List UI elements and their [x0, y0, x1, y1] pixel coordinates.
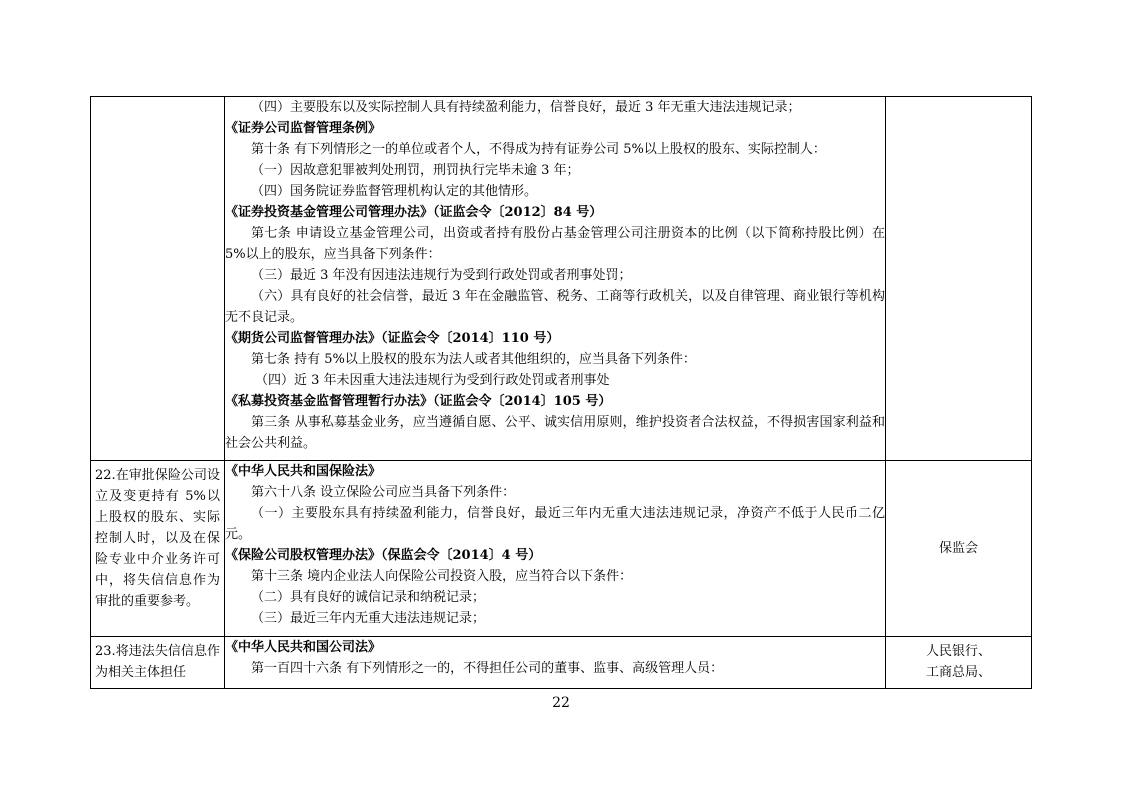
row2-line-5: （二）具有良好的诚信记录和纳税记录；	[251, 590, 486, 605]
row3-dept-cell	[886, 637, 1032, 689]
row3-line-0: 《中华人民共和国公司法》	[225, 640, 382, 655]
row1-line-13: 第三条 从事私募基金业务，应当遵循自愿、公平、诚实信用原则，维护投资者合法权益，不得损害国家利益和社会公共利益。	[225, 415, 885, 451]
row2-dept-text: 保监会	[938, 541, 978, 556]
row1-line-0: （四）主要股东以及实际控制人具有持续盈利能力，信誉良好，最近 3 年无重大违法违规记录；	[251, 100, 801, 115]
row1-line-6: 第七条 申请设立基金管理公司，出资或者持有股份占基金管理公司注册资本的比例（以下简称持股比例）在 5%以上的股东，应当具备下列条件：	[225, 226, 885, 262]
row2-line-3: 《保险公司股权管理办法》（保监会令〔2014〕4 号）	[225, 548, 542, 563]
row1-line-2: 第十条 有下列情形之一的单位或者个人，不得成为持有证券公司 5%以上股权的股东、实际控制人：	[251, 142, 826, 157]
row1-basis-cell	[225, 97, 886, 461]
row1-line-8: （六）具有良好的社会信誉，最近 3 年在金融监管、税务、工商等行政机关，以及自律管理、商业银行等机构无不良记录。	[225, 289, 885, 325]
row3-measure-text: 23.将违法失信信息作为相关主体担任	[95, 644, 220, 680]
row3-basis-cell	[225, 637, 886, 689]
table-row	[91, 637, 1032, 689]
table-row	[91, 461, 1032, 637]
row3-measure-cell	[91, 637, 225, 689]
row1-line-11: （四）近 3 年未因重大违法违规行为受到行政处罚或者刑事处	[255, 373, 610, 388]
row1-line-12: 《私募投资基金监督管理暂行办法》（证监会令〔2014〕105 号）	[225, 394, 612, 409]
policy-table	[90, 96, 1032, 689]
row2-line-6: （三）最近三年内无重大违法违规记录；	[251, 611, 486, 626]
row3-dept-line-0: 人民银行、	[925, 644, 991, 659]
row2-measure-text: 22.在审批保险公司设立及变更持有 5%以上股权的股东、实际控制人时，以及在保险专业中介业务许可中，将失信信息作为审批的重要参考。	[95, 468, 220, 609]
row2-line-1: 第六十八条 设立保险公司应当具备下列条件：	[251, 485, 516, 500]
row1-line-1: 《证券公司监督管理条例》	[225, 121, 382, 136]
row1-line-10: 第七条 持有 5%以上股权的股东为法人或者其他组织的，应当具备下列条件：	[251, 352, 696, 367]
row1-line-7: （三）最近 3 年没有因违法违规行为受到行政处罚或者刑事处罚；	[251, 268, 632, 283]
table-row	[91, 97, 1032, 461]
row3-line-1: 第一百四十六条 有下列情形之一的，不得担任公司的董事、监事、高级管理人员：	[251, 661, 724, 676]
row1-line-3: （一）因故意犯罪被判处刑罚，刑罚执行完毕未逾 3 年；	[251, 163, 580, 178]
page-number: 22	[552, 695, 570, 711]
row3-dept-line-1: 工商总局、	[925, 665, 991, 680]
row1-line-4: （四）国务院证券监督管理机构认定的其他情形。	[251, 184, 538, 199]
row2-line-0: 《中华人民共和国保险法》	[225, 464, 382, 479]
row2-dept-cell	[886, 461, 1032, 637]
row2-line-2: （一）主要股东具有持续盈利能力，信誉良好，最近三年内无重大违法违规记录，净资产不低于人民币二亿元。	[225, 506, 885, 542]
row1-measure-cell	[91, 97, 225, 461]
row1-dept-cell	[886, 97, 1032, 461]
row2-line-4: 第十三条 境内企业法人向保险公司投资入股，应当符合以下条件：	[251, 569, 633, 584]
row1-line-9: 《期货公司监督管理办法》（证监会令〔2014〕110 号）	[225, 331, 560, 346]
row2-basis-cell	[225, 461, 886, 637]
row2-measure-cell	[91, 461, 225, 637]
row1-line-5: 《证券投资基金管理公司管理办法》（证监会令〔2012〕84 号）	[225, 205, 603, 220]
